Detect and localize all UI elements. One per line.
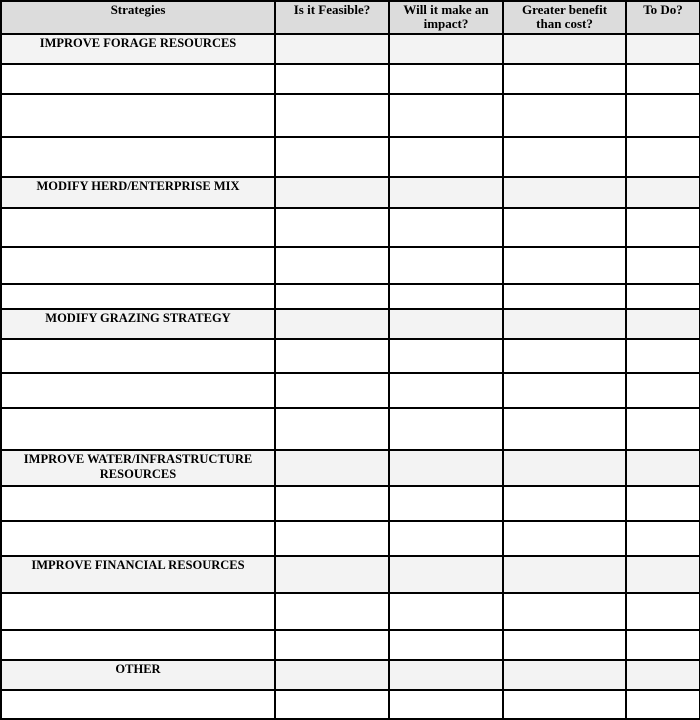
cell-todo[interactable]	[626, 339, 700, 373]
cell-strategy[interactable]	[1, 486, 275, 521]
cell-impact[interactable]	[389, 690, 503, 719]
cell-impact[interactable]	[389, 486, 503, 521]
cell-strategy[interactable]	[1, 690, 275, 719]
cell-feasible[interactable]	[275, 208, 389, 247]
entry-row	[1, 690, 700, 719]
cell-benefit[interactable]	[503, 339, 626, 373]
cell-strategy[interactable]	[1, 373, 275, 408]
entry-row	[1, 208, 700, 247]
cell-impact[interactable]	[389, 284, 503, 309]
cell-benefit[interactable]	[503, 450, 626, 486]
cell-impact[interactable]	[389, 593, 503, 630]
cell-todo[interactable]	[626, 690, 700, 719]
cell-impact[interactable]	[389, 373, 503, 408]
cell-todo[interactable]	[626, 373, 700, 408]
cell-impact[interactable]	[389, 408, 503, 450]
cell-feasible[interactable]	[275, 247, 389, 284]
entry-row	[1, 284, 700, 309]
cell-benefit[interactable]	[503, 309, 626, 339]
cell-impact[interactable]	[389, 94, 503, 137]
section-row-grazing	[1, 309, 700, 339]
cell-benefit[interactable]	[503, 177, 626, 208]
cell-feasible[interactable]	[275, 177, 389, 208]
cell-benefit[interactable]	[503, 247, 626, 284]
cell-todo[interactable]	[626, 556, 700, 593]
header-impact: Will it make an impact?	[389, 1, 503, 34]
cell-todo[interactable]	[626, 630, 700, 660]
header-row	[1, 1, 700, 34]
cell-impact[interactable]	[389, 137, 503, 177]
cell-impact[interactable]	[389, 247, 503, 284]
cell-impact[interactable]	[389, 521, 503, 556]
section-label-other: OTHER	[1, 660, 275, 690]
cell-benefit[interactable]	[503, 660, 626, 690]
entry-row	[1, 373, 700, 408]
cell-feasible[interactable]	[275, 690, 389, 719]
cell-feasible[interactable]	[275, 660, 389, 690]
cell-strategy[interactable]	[1, 208, 275, 247]
cell-todo[interactable]	[626, 247, 700, 284]
cell-todo[interactable]	[626, 593, 700, 630]
cell-feasible[interactable]	[275, 521, 389, 556]
cell-strategy[interactable]	[1, 247, 275, 284]
cell-todo[interactable]	[626, 34, 700, 64]
cell-benefit[interactable]	[503, 34, 626, 64]
cell-todo[interactable]	[626, 284, 700, 309]
entry-row	[1, 593, 700, 630]
cell-todo[interactable]	[626, 64, 700, 94]
cell-benefit[interactable]	[503, 593, 626, 630]
cell-todo[interactable]	[626, 177, 700, 208]
cell-feasible[interactable]	[275, 486, 389, 521]
cell-impact[interactable]	[389, 64, 503, 94]
section-row-financial	[1, 556, 700, 593]
cell-strategy[interactable]	[1, 94, 275, 137]
cell-todo[interactable]	[626, 137, 700, 177]
entry-row	[1, 247, 700, 284]
cell-strategy[interactable]	[1, 521, 275, 556]
header-feasible: Is it Feasible?	[275, 1, 389, 34]
cell-todo[interactable]	[626, 208, 700, 247]
cell-benefit[interactable]	[503, 521, 626, 556]
cell-benefit[interactable]	[503, 137, 626, 177]
cell-benefit[interactable]	[503, 64, 626, 94]
entry-row	[1, 630, 700, 660]
cell-feasible[interactable]	[275, 408, 389, 450]
cell-feasible[interactable]	[275, 339, 389, 373]
header-benefit: Greater benefit than cost?	[503, 1, 626, 34]
cell-feasible[interactable]	[275, 137, 389, 177]
section-row-other	[1, 660, 700, 690]
cell-benefit[interactable]	[503, 284, 626, 309]
cell-todo[interactable]	[626, 309, 700, 339]
cell-todo[interactable]	[626, 521, 700, 556]
cell-feasible[interactable]	[275, 34, 389, 64]
cell-feasible[interactable]	[275, 373, 389, 408]
cell-feasible[interactable]	[275, 64, 389, 94]
cell-todo[interactable]	[626, 408, 700, 450]
cell-benefit[interactable]	[503, 556, 626, 593]
cell-benefit[interactable]	[503, 630, 626, 660]
cell-strategy[interactable]	[1, 284, 275, 309]
cell-impact[interactable]	[389, 660, 503, 690]
cell-strategy[interactable]	[1, 593, 275, 630]
cell-benefit[interactable]	[503, 486, 626, 521]
cell-impact[interactable]	[389, 208, 503, 247]
entry-row	[1, 486, 700, 521]
section-row-herd	[1, 177, 700, 208]
cell-impact[interactable]	[389, 339, 503, 373]
section-label-water: IMPROVE WATER/INFRASTRUCTURE RESOURCES	[1, 450, 275, 486]
cell-impact[interactable]	[389, 450, 503, 486]
section-label-forage: IMPROVE FORAGE RESOURCES	[1, 34, 275, 64]
entry-row	[1, 521, 700, 556]
cell-todo[interactable]	[626, 660, 700, 690]
cell-feasible[interactable]	[275, 309, 389, 339]
section-label-grazing: MODIFY GRAZING STRATEGY	[1, 309, 275, 339]
cell-benefit[interactable]	[503, 408, 626, 450]
cell-impact[interactable]	[389, 309, 503, 339]
section-label-herd: MODIFY HERD/ENTERPRISE MIX	[1, 177, 275, 208]
cell-benefit[interactable]	[503, 94, 626, 137]
cell-strategy[interactable]	[1, 137, 275, 177]
cell-strategy[interactable]	[1, 408, 275, 450]
section-label-financial: IMPROVE FINANCIAL RESOURCES	[1, 556, 275, 593]
cell-feasible[interactable]	[275, 284, 389, 309]
cell-strategy[interactable]	[1, 64, 275, 94]
header-todo: To Do?	[626, 1, 700, 34]
entry-row	[1, 137, 700, 177]
cell-feasible[interactable]	[275, 630, 389, 660]
cell-feasible[interactable]	[275, 450, 389, 486]
cell-todo[interactable]	[626, 486, 700, 521]
cell-feasible[interactable]	[275, 556, 389, 593]
cell-strategy[interactable]	[1, 630, 275, 660]
cell-impact[interactable]	[389, 34, 503, 64]
cell-feasible[interactable]	[275, 593, 389, 630]
cell-strategy[interactable]	[1, 339, 275, 373]
entry-row	[1, 339, 700, 373]
entry-row	[1, 408, 700, 450]
cell-impact[interactable]	[389, 556, 503, 593]
entry-row	[1, 94, 700, 137]
cell-benefit[interactable]	[503, 690, 626, 719]
header-strategies: Strategies	[1, 1, 275, 34]
cell-todo[interactable]	[626, 450, 700, 486]
entry-row	[1, 64, 700, 94]
cell-impact[interactable]	[389, 630, 503, 660]
section-row-forage	[1, 34, 700, 64]
cell-benefit[interactable]	[503, 373, 626, 408]
cell-benefit[interactable]	[503, 208, 626, 247]
section-row-water	[1, 450, 700, 486]
cell-impact[interactable]	[389, 177, 503, 208]
cell-feasible[interactable]	[275, 94, 389, 137]
cell-todo[interactable]	[626, 94, 700, 137]
